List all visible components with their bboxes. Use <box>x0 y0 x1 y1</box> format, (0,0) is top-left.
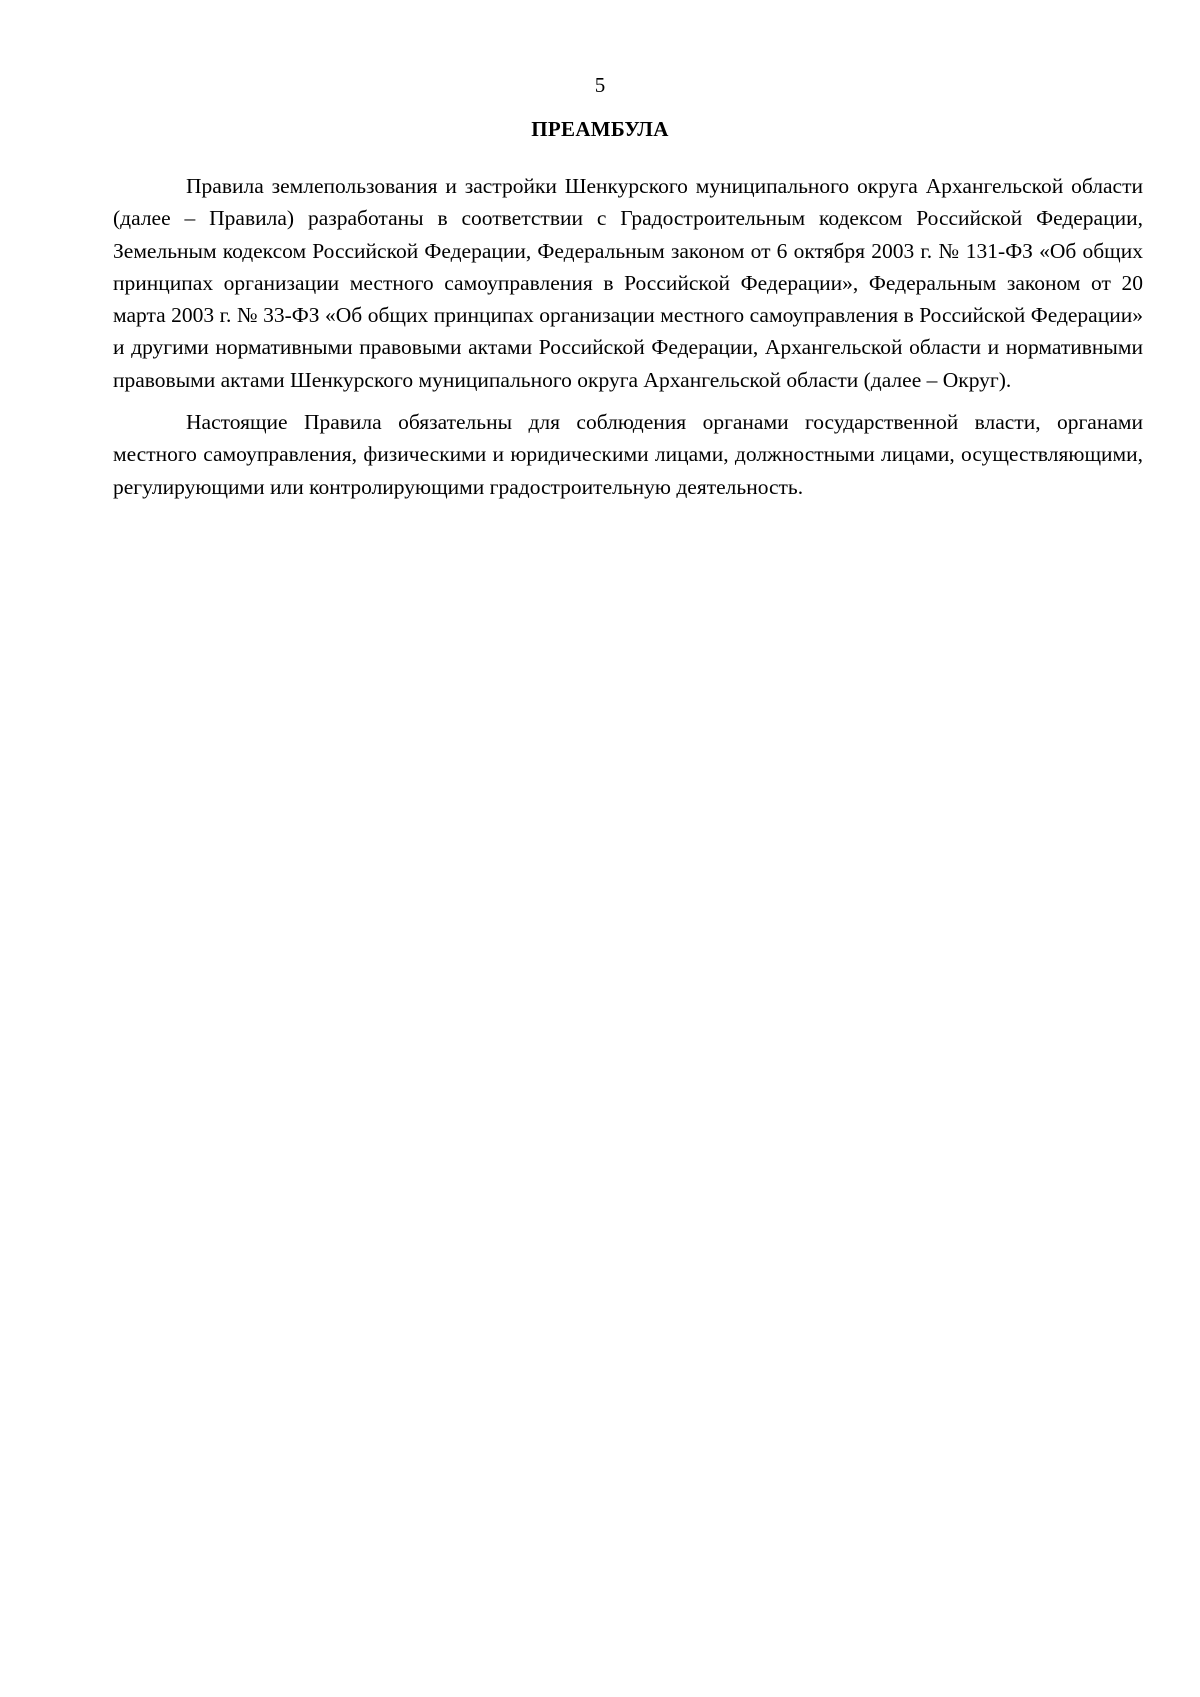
paragraph-preamble-basis: Правила землепользования и застройки Шенкурского муниципального округа Архангельской области (далее – Правила) разработаны в соответствии с Градостроительным кодексом Российской Федерации, Земельным кодексом Российской Федерации, Федеральным законом от 6 октября 2003 г. № 131-ФЗ «Об общих принципах организации местного самоуправления в Российской Федерации», Федеральным законом от 20 марта 2003 г. № 33-ФЗ «Об общих принципах организации местного самоуправления в Российской Федерации» и другими нормативными правовыми актами Российской Федерации, Архангельской области и нормативными правовыми актами Шенкурского муниципального округа Архангельской области (далее – Округ). <box>113 174 1143 392</box>
page-number: 5 <box>594 73 606 97</box>
section-heading: ПРЕАМБУЛА <box>531 117 669 141</box>
document-body <box>113 170 1143 513</box>
paragraph-preamble-obligation: Настоящие Правила обязательны для соблюдения органами государственной власти, органами местного самоуправления, физическими и юридическими лицами, должностными лицами, осуществляющими, регулирующими или контролирующими градостроительную деятельность. <box>113 410 1143 499</box>
